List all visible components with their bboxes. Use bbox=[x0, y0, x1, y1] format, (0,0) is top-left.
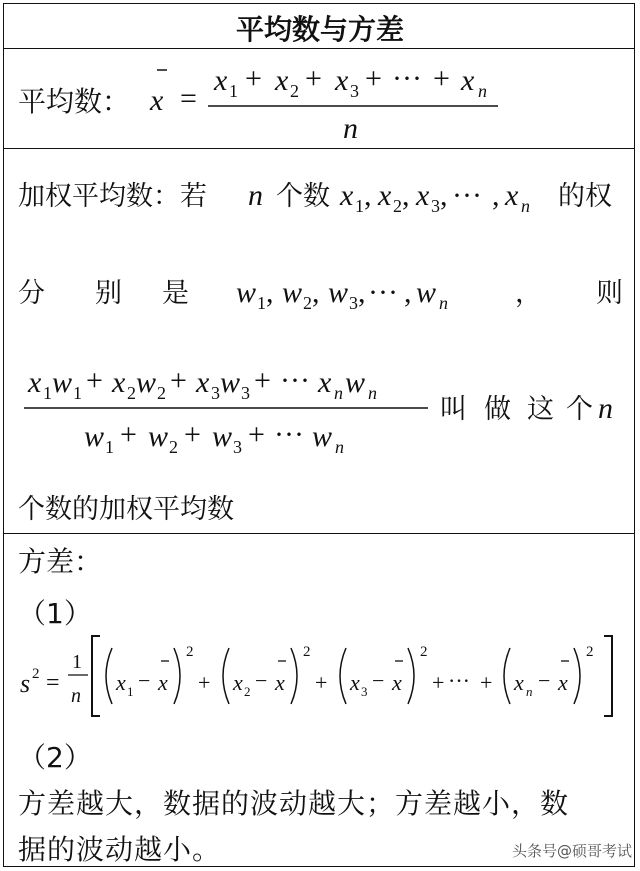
svg-text:,: , bbox=[404, 276, 412, 309]
svg-text:3: 3 bbox=[349, 293, 358, 313]
svg-text:w: w bbox=[328, 276, 349, 309]
svg-text:别: 别 bbox=[95, 278, 122, 309]
svg-text:1: 1 bbox=[105, 437, 114, 457]
svg-text:分: 分 bbox=[18, 278, 45, 309]
svg-text:x: x bbox=[214, 64, 228, 97]
svg-text:+: + bbox=[254, 364, 271, 397]
svg-text:是: 是 bbox=[162, 278, 189, 309]
svg-text:,: , bbox=[312, 276, 320, 309]
svg-text:n: n bbox=[598, 392, 613, 425]
svg-text:x: x bbox=[392, 670, 402, 695]
svg-text:x: x bbox=[158, 670, 168, 695]
svg-text:,: , bbox=[358, 276, 366, 309]
svg-text:1: 1 bbox=[229, 81, 238, 101]
mean-label: 平均数： bbox=[18, 85, 131, 118]
svg-text:叫: 叫 bbox=[440, 394, 467, 425]
svg-text:···: ··· bbox=[448, 668, 470, 693]
svg-text:这: 这 bbox=[527, 394, 554, 425]
svg-text:w: w bbox=[345, 366, 366, 399]
svg-text:···: ··· bbox=[392, 62, 422, 95]
svg-text:,: , bbox=[364, 179, 372, 212]
svg-text:，: ， bbox=[515, 278, 542, 309]
svg-text:+: + bbox=[245, 62, 262, 95]
svg-text:+: + bbox=[305, 62, 322, 95]
svg-text:+: + bbox=[184, 418, 201, 451]
svg-text:n: n bbox=[335, 437, 344, 457]
svg-text:x: x bbox=[505, 179, 519, 212]
svg-text:x: x bbox=[340, 179, 354, 212]
svg-text:···: ··· bbox=[368, 276, 398, 309]
svg-text:+: + bbox=[432, 670, 445, 695]
svg-text:+: + bbox=[248, 418, 265, 451]
svg-text:w: w bbox=[236, 276, 257, 309]
svg-text:+: + bbox=[365, 62, 382, 95]
svg-text:w: w bbox=[148, 420, 169, 453]
svg-text:个: 个 bbox=[566, 394, 593, 425]
svg-text:3: 3 bbox=[431, 196, 440, 216]
svg-text:1: 1 bbox=[72, 651, 82, 673]
svg-text:x: x bbox=[335, 64, 349, 97]
svg-text:+: + bbox=[86, 364, 103, 397]
svg-text:,: , bbox=[266, 276, 274, 309]
svg-text:···: ··· bbox=[280, 364, 310, 397]
svg-text:+: + bbox=[170, 364, 187, 397]
svg-text:w: w bbox=[84, 420, 105, 453]
svg-text:n: n bbox=[439, 293, 448, 313]
svg-text:2: 2 bbox=[420, 644, 428, 660]
svg-text:+: + bbox=[120, 418, 137, 451]
svg-text:w: w bbox=[416, 276, 437, 309]
svg-text:2: 2 bbox=[157, 383, 166, 403]
svg-text:x: x bbox=[514, 670, 524, 695]
svg-text:2: 2 bbox=[303, 644, 311, 660]
svg-text:w: w bbox=[220, 366, 241, 399]
svg-text:w: w bbox=[282, 276, 303, 309]
svg-text:−: − bbox=[138, 668, 151, 693]
svg-text:w: w bbox=[312, 420, 333, 453]
svg-text:w: w bbox=[52, 366, 73, 399]
svg-text:1: 1 bbox=[257, 293, 266, 313]
svg-text:n: n bbox=[526, 684, 533, 699]
svg-text:+: + bbox=[433, 62, 450, 95]
svg-text:x: x bbox=[416, 179, 430, 212]
svg-text:做: 做 bbox=[484, 394, 511, 425]
svg-text:x: x bbox=[196, 366, 210, 399]
svg-text:−: − bbox=[255, 668, 268, 693]
svg-text:x: x bbox=[350, 670, 360, 695]
svg-text:+: + bbox=[480, 670, 493, 695]
svg-text:3: 3 bbox=[361, 684, 368, 699]
svg-text:,: , bbox=[440, 179, 448, 212]
svg-text:s: s bbox=[20, 669, 31, 698]
svg-text:x: x bbox=[116, 670, 126, 695]
svg-text:x: x bbox=[318, 366, 332, 399]
svg-text:加权平均数：若: 加权平均数：若 bbox=[18, 181, 207, 212]
svg-text:个数: 个数 bbox=[276, 181, 330, 212]
svg-text:+: + bbox=[198, 670, 211, 695]
page-title: 平均数与方差 bbox=[235, 13, 404, 46]
svg-text:x: x bbox=[233, 670, 243, 695]
variance-desc-line2: 据的波动越小。 bbox=[18, 833, 222, 866]
svg-text:2: 2 bbox=[303, 293, 312, 313]
svg-text:x: x bbox=[150, 84, 164, 117]
svg-text:x: x bbox=[28, 366, 42, 399]
svg-text:2: 2 bbox=[127, 383, 136, 403]
variance-desc-line1: 方差越大，数据的波动越大；方差越小，数 bbox=[18, 787, 570, 820]
svg-text:,: , bbox=[402, 179, 410, 212]
svg-text:3: 3 bbox=[350, 81, 359, 101]
svg-text:的权: 的权 bbox=[558, 181, 612, 212]
svg-text:3: 3 bbox=[233, 437, 242, 457]
variance-item-2: （2） bbox=[18, 741, 92, 774]
svg-text:1: 1 bbox=[127, 684, 134, 699]
svg-text:则: 则 bbox=[596, 278, 623, 309]
variance-item-1: （1） bbox=[18, 597, 92, 630]
svg-text:1: 1 bbox=[43, 383, 52, 403]
svg-text:n: n bbox=[248, 179, 263, 212]
svg-text:x: x bbox=[112, 366, 126, 399]
svg-text:···: ··· bbox=[274, 418, 304, 451]
svg-text:2: 2 bbox=[586, 644, 594, 660]
svg-text:x: x bbox=[275, 64, 289, 97]
svg-text:+: + bbox=[315, 670, 328, 695]
svg-text:3: 3 bbox=[211, 383, 220, 403]
svg-text:2: 2 bbox=[290, 81, 299, 101]
svg-text:=: = bbox=[46, 670, 60, 696]
svg-text:,: , bbox=[492, 179, 500, 212]
svg-text:n: n bbox=[368, 383, 377, 403]
svg-text:−: − bbox=[538, 668, 551, 693]
svg-text:w: w bbox=[212, 420, 233, 453]
svg-text:1: 1 bbox=[355, 196, 364, 216]
svg-text:−: − bbox=[372, 668, 385, 693]
svg-text:x: x bbox=[275, 670, 285, 695]
svg-text:n: n bbox=[478, 81, 487, 101]
svg-text:x: x bbox=[378, 179, 392, 212]
svg-text:3: 3 bbox=[241, 383, 250, 403]
svg-text:x: x bbox=[461, 64, 475, 97]
svg-text:2: 2 bbox=[244, 684, 251, 699]
svg-text:个数的加权平均数: 个数的加权平均数 bbox=[18, 494, 234, 525]
svg-text:n: n bbox=[334, 383, 343, 403]
svg-text:2: 2 bbox=[32, 666, 40, 682]
svg-text:w: w bbox=[136, 366, 157, 399]
svg-text:n: n bbox=[71, 685, 81, 707]
svg-text:2: 2 bbox=[169, 437, 178, 457]
svg-text:2: 2 bbox=[393, 196, 402, 216]
svg-text:n: n bbox=[343, 112, 358, 145]
svg-text:1: 1 bbox=[73, 383, 82, 403]
svg-text:=: = bbox=[180, 82, 197, 115]
svg-text:2: 2 bbox=[186, 644, 194, 660]
svg-text:x: x bbox=[558, 670, 568, 695]
watermark: 头条号@硕哥考试 bbox=[511, 842, 632, 860]
svg-text:n: n bbox=[521, 196, 530, 216]
variance-label: 方差： bbox=[18, 545, 103, 578]
svg-text:···: ··· bbox=[452, 179, 482, 212]
